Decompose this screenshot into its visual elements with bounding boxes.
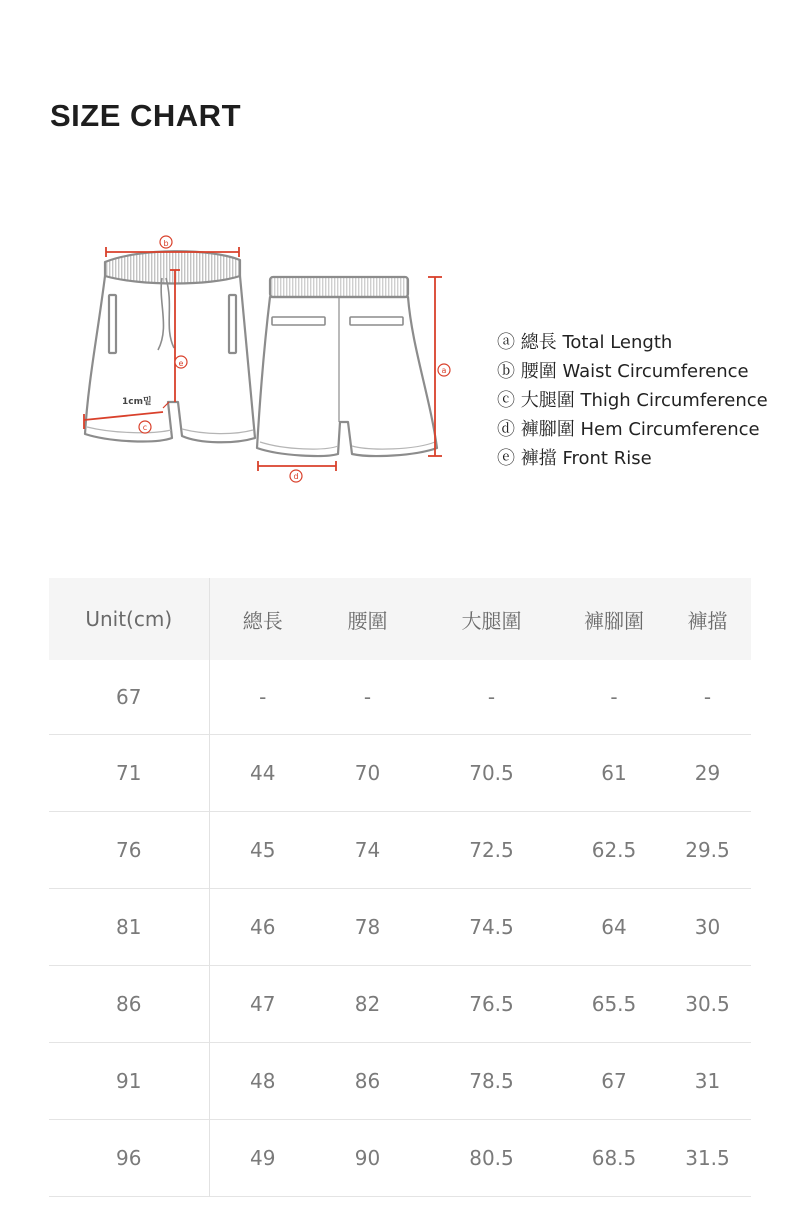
cell-hem: 67: [601, 1068, 627, 1093]
cell-waist: 90: [354, 1145, 381, 1170]
cell-front-rise: 31: [694, 1068, 721, 1093]
shorts-diagram: [70, 222, 470, 494]
cell-size: 81: [49, 888, 209, 965]
legend-label: 褲擋 Front Rise: [520, 447, 652, 469]
cell-total-length: 49: [250, 1145, 276, 1170]
cell-hem: 64: [601, 914, 627, 939]
marker-a: a: [441, 366, 447, 375]
cell-waist: 78: [354, 914, 381, 939]
table-row: [49, 1042, 751, 1119]
cell-waist: -: [363, 684, 372, 709]
cell-size: 86: [49, 965, 209, 1042]
page-title: SIZE CHART: [50, 98, 241, 133]
measure-a-length: [428, 277, 450, 456]
front-shorts: [85, 251, 255, 442]
cell-total-length: 47: [250, 991, 276, 1016]
legend-mark: ⓐ: [497, 331, 515, 353]
header-front-rise: 褲擋: [687, 608, 728, 633]
cell-total-length: -: [259, 684, 267, 709]
cell-thigh: 74.5: [469, 914, 514, 939]
callout-1cm: 1cm밑: [122, 397, 152, 407]
marker-d: d: [293, 472, 299, 481]
legend-mark: ⓒ: [497, 389, 515, 411]
cell-size: 76: [49, 811, 209, 888]
cell-front-rise: 29.5: [685, 837, 730, 862]
table-row: [49, 734, 751, 811]
legend-item-front-rise: [497, 442, 768, 471]
cell-thigh: 72.5: [469, 837, 514, 862]
cell-thigh: -: [487, 684, 496, 709]
cell-front-rise: -: [703, 684, 712, 709]
table-row: [49, 1119, 751, 1196]
cell-waist: 86: [354, 1068, 381, 1093]
legend-label: 總長 Total Length: [520, 331, 673, 353]
table-row: [49, 888, 751, 965]
cell-waist: 82: [354, 991, 381, 1016]
marker-e: e: [178, 359, 184, 368]
legend-mark: ⓓ: [497, 418, 515, 440]
header-hem: 褲腳圍: [584, 608, 644, 633]
cell-thigh: 78.5: [469, 1068, 514, 1093]
legend-label: 褲腳圍 Hem Circumference: [520, 418, 760, 440]
header-unit: Unit(cm): [49, 578, 209, 660]
size-table: [49, 578, 751, 1197]
cell-size: 67: [49, 660, 209, 734]
cell-total-length: 45: [250, 837, 276, 862]
table-row: [49, 811, 751, 888]
cell-waist: 70: [354, 760, 381, 785]
cell-total-length: 48: [250, 1068, 276, 1093]
cell-size: 96: [49, 1119, 209, 1196]
cell-thigh: 76.5: [469, 991, 514, 1016]
cell-hem: 61: [601, 760, 627, 785]
cell-thigh: 80.5: [469, 1145, 514, 1170]
legend-mark: ⓔ: [497, 447, 515, 469]
legend-label: 腰圍 Waist Circumference: [520, 360, 749, 382]
legend-label: 大腿圍 Thigh Circumference: [520, 389, 768, 411]
cell-hem: 62.5: [591, 837, 637, 862]
legend-mark: ⓑ: [497, 360, 515, 382]
cell-hem: 65.5: [591, 991, 637, 1016]
table-row: [49, 965, 751, 1042]
cell-hem: -: [610, 684, 618, 709]
measurement-legend: [497, 326, 768, 471]
header-total-length: 總長: [242, 608, 283, 633]
legend-item-hem: [497, 413, 768, 442]
header-waist: 腰圍: [347, 608, 388, 633]
back-shorts: [257, 277, 437, 456]
marker-b: b: [163, 239, 169, 248]
cell-front-rise: 30.5: [685, 991, 730, 1016]
table-row: [49, 660, 751, 734]
cell-size: 71: [49, 734, 209, 811]
legend-item-waist: [497, 355, 768, 384]
marker-c: c: [142, 423, 148, 432]
header-thigh: 大腿圍: [461, 608, 522, 633]
table-header-row: [49, 578, 751, 660]
cell-front-rise: 30: [694, 914, 721, 939]
cell-front-rise: 29: [694, 760, 721, 785]
cell-waist: 74: [354, 837, 381, 862]
cell-front-rise: 31.5: [685, 1145, 730, 1170]
legend-item-total-length: [497, 326, 768, 355]
measure-e-rise: [170, 270, 187, 402]
cell-total-length: 44: [250, 760, 276, 785]
cell-hem: 68.5: [591, 1145, 637, 1170]
legend-item-thigh: [497, 384, 768, 413]
cell-thigh: 70.5: [469, 760, 514, 785]
cell-size: 91: [49, 1042, 209, 1119]
cell-total-length: 46: [250, 914, 276, 939]
